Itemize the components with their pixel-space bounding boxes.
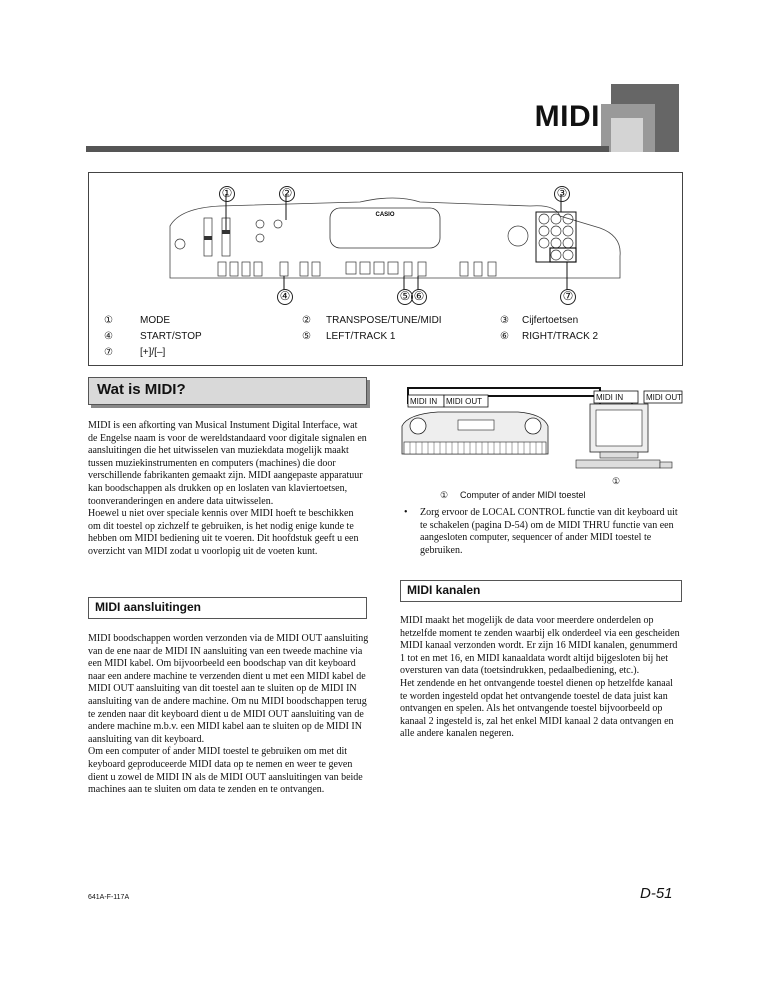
callout-7: ⑦ — [560, 289, 576, 305]
section-heading-midi-kanalen — [400, 580, 682, 602]
wat-is-midi-body: MIDI is een afkorting van Musical Instument Digital Interface, wat de Engelse naam is voor de wereldstandaard voor digitale signalen en aansluitingen die het uitwisselen van muziekdata mogelijk maakt tussen muziekinstrumenten en computers (machines) die door verschillende fabrikanten gemaakt zijn. MIDI aangepaste apparatuur kan boodschappen als drukken op en loslaten van klaviertoetsen, toonveranderingen en andere data uitwisselen. Hoewel u niet over speciale kennis over MIDI hoeft te beschikken om dit toestel op zichzelf te gebruiken, is het nodig enige kunde te hebben om MIDI bediening uit te voeren. Dit hoofdstuk geeft u een overzicht van MIDI zodat u voorlopig uit de voeten kunt. — [88, 420, 367, 557]
section-heading-midi-aansluitingen — [88, 597, 367, 619]
callout-4: ④ — [277, 289, 293, 305]
legend-item-4-num: ④ — [104, 331, 113, 342]
midi-kanalen-body: MIDI maakt het mogelijk de data voor meerdere onderdelen op hetzelfde moment te zenden waarbij elk onderdeel via een gescheiden MIDI kanaal verzonden wordt. Er zijn 16 MIDI kanalen, genummerd 1 tot en met 16, en MIDI kanaaldata wordt altijd bijgesloten bij het oversturen van data (toetsindrukken, pedaalbediening, etc.). Het zendende en het ontvangende toestel dienen op hetzelfde kanaal te worden ingesteld opdat het ontvangende toestel de data juist kan ontvangen en spelen. Als het ontvangende toestel bijvoorbeeld op kanaal 2 ingesteld is, zal het enkel MIDI kanaal 2 data ontvangen en alle andere kanalen negeren. — [400, 615, 680, 740]
legend-item-2-label: TRANSPOSE/TUNE/MIDI — [326, 315, 442, 326]
section-title-midi-kanalen: MIDI kanalen — [407, 583, 481, 597]
callout-5: ⑤ — [397, 289, 413, 305]
legend-item-3-num: ③ — [500, 315, 509, 326]
header-corner-block-light — [611, 118, 643, 152]
label-midi-in-computer: MIDI IN — [596, 393, 624, 402]
footer-doc-code: 641A-F-117A — [88, 894, 130, 901]
callout-3: ③ — [554, 186, 570, 202]
footer-page-number: D-51 — [640, 885, 673, 902]
label-midi-out-keyboard: MIDI OUT — [446, 397, 482, 406]
legend-item-1-label: MODE — [140, 315, 170, 326]
legend-item-6-num: ⑥ — [500, 331, 509, 342]
callout-1: ① — [219, 186, 235, 202]
section-title-wat-is-midi: Wat is MIDI? — [97, 381, 186, 398]
legend-item-7-num: ⑦ — [104, 347, 113, 358]
callout-6: ⑥ — [411, 289, 427, 305]
midi-aansluitingen-body: MIDI boodschappen worden verzonden via de MIDI OUT aansluiting van de ene naar de MIDI IN aansluiting van een tweede machine via een MIDI kabel. Om bijvoorbeeld een boodschap van dit keyboard naar een andere machine te verzenden dient u met een MIDI kabel de MIDI OUT aansluiting van dit toestel aan te sluiten op de MIDI IN aansluiting van de andere machine. Om nu MIDI boodschappen terug te zenden naar dit keyboard dient u de MIDI OUT aansluiting van de andere machine m.b.v. een MIDI kabel aan te sluiten op de MIDI IN aansluiting van dit keyboard. Om een computer of ander MIDI toestel te gebruiken om met dit keyboard geproduceerde MIDI data op te nemen en weer te geven dient u zowel de MIDI IN als de MIDI OUT aansluitingen van beide machines aan te sluiten om data te zenden en te ontvangen. — [88, 633, 369, 796]
section-title-midi-aansluitingen: MIDI aansluitingen — [95, 600, 202, 614]
bullet-symbol: • — [404, 507, 408, 518]
section-heading-wat-is-midi — [88, 377, 367, 405]
legend-item-3-label: Cijfertoetsen — [522, 315, 579, 326]
diagram-caption: Computer of ander MIDI toestel — [460, 490, 586, 500]
legend-item-5-num: ⑤ — [302, 331, 311, 342]
legend-item-2-num: ② — [302, 315, 311, 326]
label-midi-in-keyboard: MIDI IN — [410, 397, 438, 406]
keyboard-panel-illustration — [160, 186, 630, 308]
legend-item-6-label: RIGHT/TRACK 2 — [522, 331, 599, 342]
callout-2: ② — [279, 186, 295, 202]
bullet-note: Zorg ervoor de LOCAL CONTROL functie van dit keyboard uit te schakelen (pagina D-54) om de MIDI THRU functie van een aangesloten computer, sequencer of ander MIDI toestel te gebruiken. — [420, 507, 678, 556]
header-rule — [86, 146, 609, 152]
diagram-callout-1: ① — [612, 476, 621, 486]
legend-item-7-label: [+]/[–] — [140, 347, 166, 358]
label-midi-out-computer: MIDI OUT — [646, 393, 682, 402]
midi-connection-diagram — [398, 386, 684, 480]
page-title: MIDI — [534, 100, 600, 133]
legend-item-4-label: START/STOP — [140, 331, 202, 342]
panel-brand-logo: CASIO — [375, 212, 395, 218]
legend-item-1-num: ① — [104, 315, 113, 326]
diagram-caption-num: ① — [440, 490, 449, 500]
legend-item-5-label: LEFT/TRACK 1 — [326, 331, 396, 342]
